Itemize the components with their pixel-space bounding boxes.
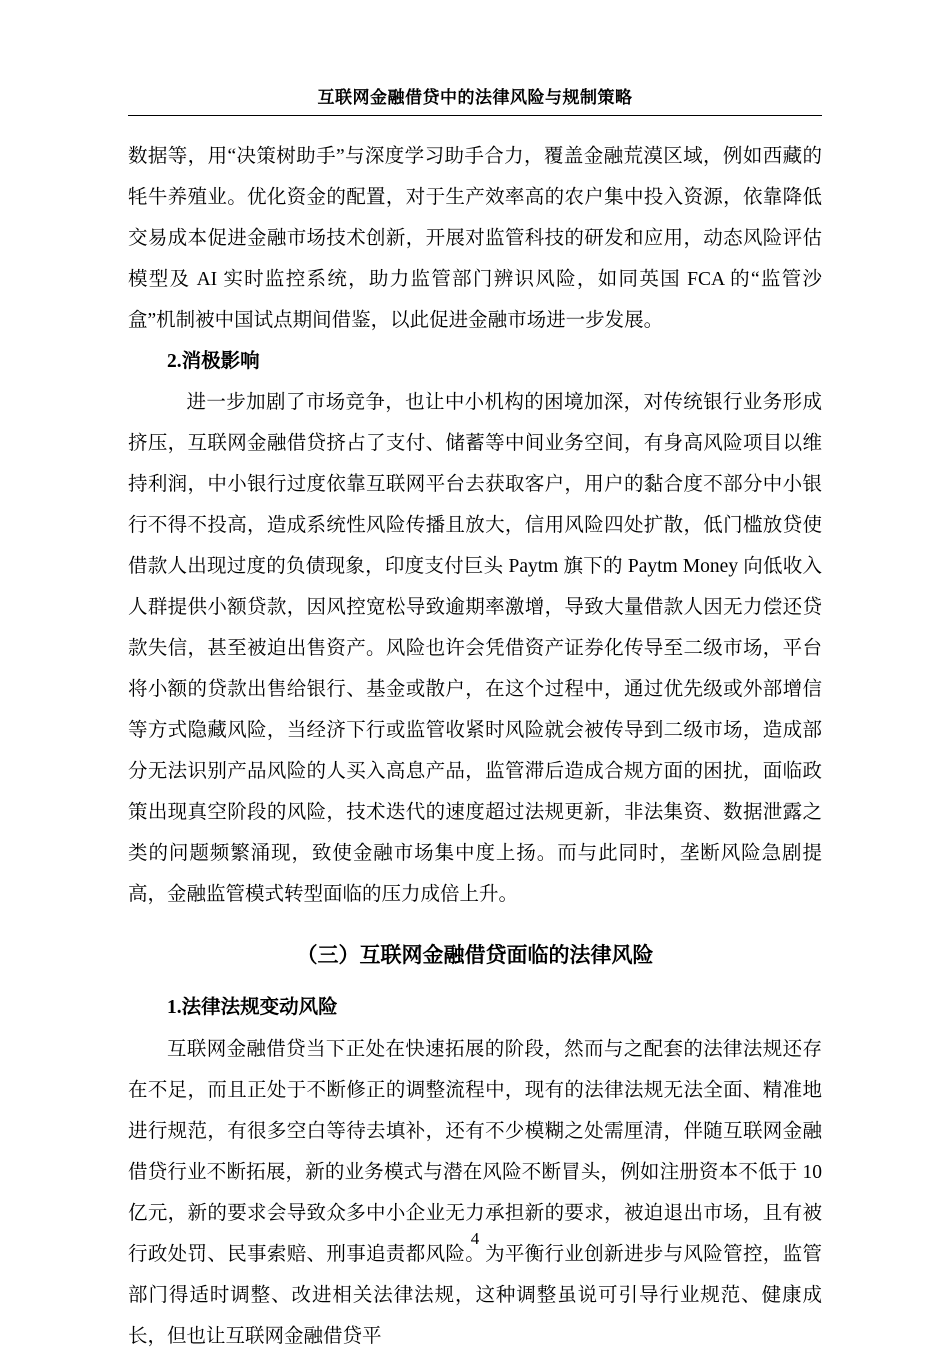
paragraph-3: 互联网金融借贷当下正处在快速拓展的阶段，然而与之配套的法律法规还存在不足，而且正处于不断修正的调整流程中，现有的法律法规无法全面、精准地进行规范，有很多空白等待去填补，还有不少模糊之处需厘清，伴随互联网金融借贷行业不断拓展，新的业务模式与潜在风险不断冒头，例如注册资本不低于 10 亿元，新的要求会导致众多中小企业无力承担新的要求，被迫退出市场，且有被行政处罚、民事索赔、刑事追责都风险。为平衡行业创新进步与风险管控，监管部门得适时调整、改进相关法律法规，这种调整虽说可引导行业规范、健康成长，但也让互联网金融借贷平 [128,1039,822,1348]
page-number: 4 [470,1229,480,1248]
paragraph-1: 数据等，用“决策树助手”与深度学习助手合力，覆盖金融荒漠区域，例如西藏的牦牛养殖业。优化资金的配置，对于生产效率高的农户集中投入资源，依靠降低交易成本促进金融市场技术创新，开展对监管科技的研发和应用，动态风险评估模型及 AI 实时监控系统，助力监管部门辨识风险，如同英国 FCA 的“监管沙盒”机制被中国试点期间借鉴，以此促进金融市场进一步发展。 [128,146,822,332]
header-divider [128,115,822,116]
paragraph-2: 进一步加剧了市场竞争，也让中小机构的困境加深，对传统银行业务形成挤压，互联网金融借贷挤占了支付、储蓄等中间业务空间，有身高风险项目以维持利润，中小银行过度依靠互联网平台去获取客户，用户的黏合度不部分中小银行不得不投高，造成系统性风险传播且放大，信用风险四处扩散，低门槛放贷使借款人出现过度的负债现象，印度支付巨头 Paytm 旗下的 Paytm Money 向低收入人群提供小额贷款，因风控宽松导致逾期率激增，导致大量借款人因无力偿还贷款失信，甚至被迫出售资产。风险也许会凭借资产证券化传导至二级市场，平台将小额的贷款出售给银行、基金或散户，在这个过程中，通过优先级或外部增信等方式隐藏风险，当经济下行或监管收紧时风险就会被传导到二级市场，造成部分无法识别产品风险的人买入高息产品，监管滞后造成合规方面的困扰，面临政策出现真空阶段的风险，技术迭代的速度超过法规更新，非法集资、数据泄露之类的问题频繁涌现，致使金融市场集中度上扬。而与此同时，垄断风险急剧提高，金融监管模式转型面临的压力成倍上升。 [128,392,822,906]
heading-legal-risk: 1.法律法规变动风险 [167,997,338,1019]
section-heading: （三）互联网金融借贷面临的法律风险 [296,943,654,968]
document-body [128,136,822,1357]
header-title: 互联网金融借贷中的法律风险与规制策略 [317,88,633,107]
page-header [128,0,822,108]
heading-negative-impact: 2.消极影响 [167,351,260,373]
